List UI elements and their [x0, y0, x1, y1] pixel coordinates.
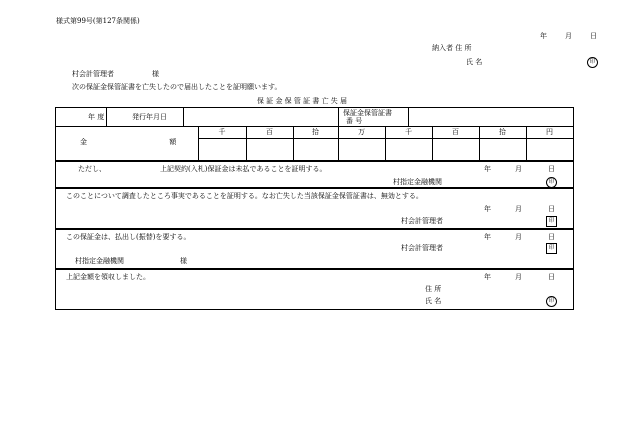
section4-day: 日 [548, 273, 555, 281]
section3-month: 月 [515, 233, 522, 241]
section2-signer: 村会計管理者 [401, 217, 443, 225]
section3-seal: 印 [546, 243, 557, 254]
addressee-honorific: 様 [152, 70, 159, 78]
section4-address-label: 住 所 [425, 285, 442, 293]
payer-name-label: 氏 名 [466, 58, 483, 66]
header-month: 月 [565, 32, 572, 40]
addressee-title: 村会計管理者 [72, 70, 114, 78]
section1-prefix: ただし、 [78, 165, 106, 173]
digit-header-sen: 千 [218, 128, 226, 136]
section-receipt [55, 269, 574, 310]
header-year: 年 [540, 32, 547, 40]
section1-seal: 印 [546, 177, 557, 188]
section4-text: 上記金額を領収しました。 [66, 273, 150, 281]
section-unpaid-certification [55, 161, 574, 188]
form-number: 様式第99号(第127条関係) [56, 17, 140, 25]
form-title: 保 証 金 保 管 証 書 亡 失 届 [257, 97, 348, 105]
section4-name-label: 氏 名 [425, 297, 442, 305]
section4-seal: 印 [546, 296, 557, 307]
section3-signer: 村会計管理者 [401, 244, 443, 252]
header-day: 日 [590, 32, 597, 40]
cert-number-label-2: 番 号 [346, 117, 363, 125]
section3-day: 日 [548, 233, 555, 241]
payer-address-label: 納入者 住 所 [432, 44, 472, 52]
section2-month: 月 [515, 205, 522, 213]
section3-honorific: 様 [180, 257, 187, 265]
digit-header-yen: 円 [546, 128, 553, 136]
certificate-table [55, 107, 574, 161]
section-loss-certification [55, 188, 574, 229]
section1-month: 月 [515, 165, 522, 173]
section-payout-request [55, 229, 574, 269]
section2-text: このことについて調査したところ事実であることを証明する。なお亡失した当該保証金保管証書は、無効とする。 [66, 192, 423, 200]
issue-date-label: 発行年月日 [132, 113, 167, 121]
intro-text: 次の保証金保管証書を亡失したので届出したことを証明願います。 [72, 83, 282, 91]
section4-month: 月 [515, 273, 522, 281]
section3-text: この保証金は、払出し(振替)を要する。 [66, 233, 191, 241]
digit-header-juu-2: 拾 [499, 128, 506, 136]
cert-number-label-1: 保証金保管証書 [343, 109, 392, 117]
section4-year: 年 [484, 273, 491, 281]
amount-label: 金 額 [80, 138, 177, 146]
section1-year: 年 [484, 165, 491, 173]
digit-header-hyaku: 百 [266, 128, 273, 136]
digit-header-juu: 拾 [312, 128, 319, 136]
section2-year: 年 [484, 205, 491, 213]
section1-text: 上記契約(入札)保証金は未払であることを証明する。 [160, 165, 327, 173]
section1-day: 日 [548, 165, 555, 173]
section3-year: 年 [484, 233, 491, 241]
section1-signer: 村指定金融機関 [393, 178, 442, 186]
payer-seal: 印 [587, 57, 598, 68]
section2-seal: 印 [546, 216, 557, 227]
digit-header-man: 万 [358, 128, 365, 136]
digit-header-sen-2: 千 [405, 128, 412, 136]
section3-addressee: 村指定金融機関 [75, 257, 124, 265]
section2-day: 日 [548, 205, 555, 213]
fiscal-year-label: 年 度 [88, 113, 105, 121]
digit-header-hyaku-2: 百 [452, 128, 459, 136]
